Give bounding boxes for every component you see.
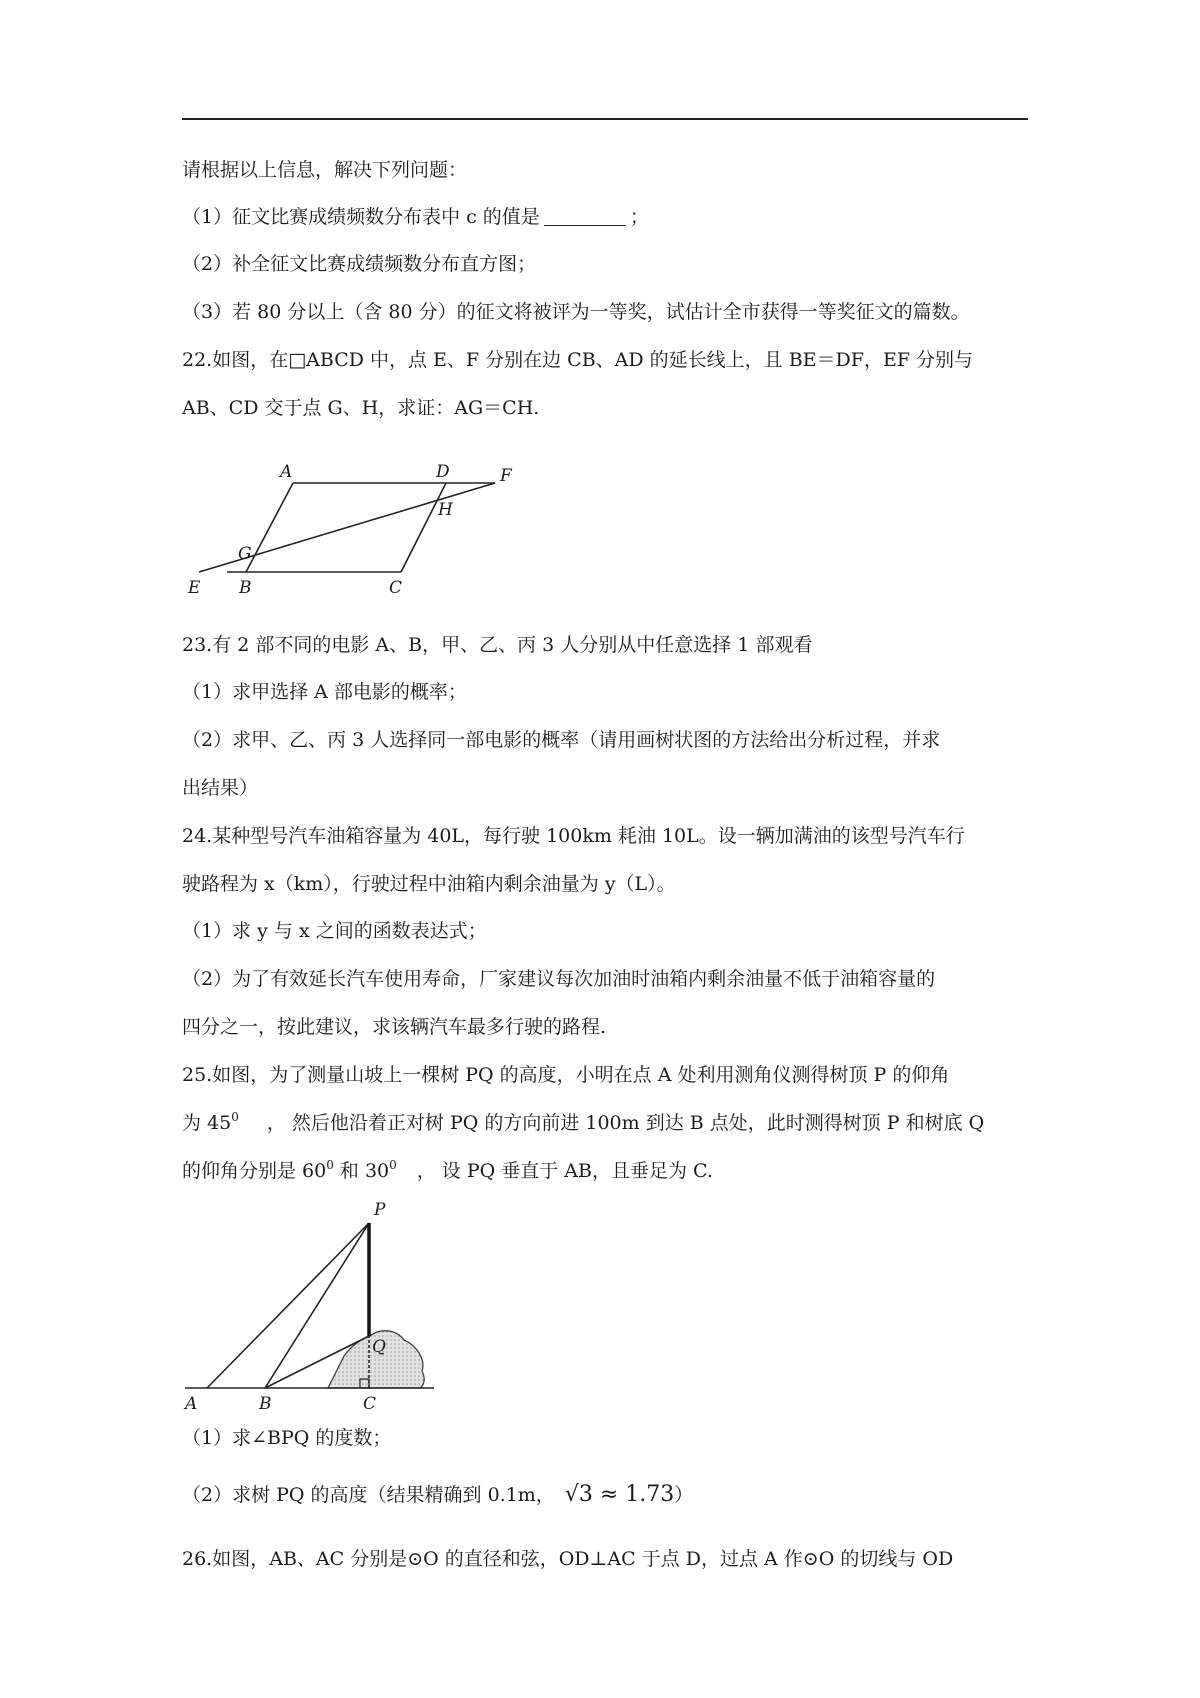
q25-line3-a: 的仰角分别是 60: [182, 1160, 327, 1182]
q25-part2-end: ）: [674, 1484, 694, 1506]
q24-line2: 驶路程为 x（km），行驶过程中油箱内剩余油量为 y（L）。: [182, 873, 676, 895]
figure-22-parallelogram: [182, 455, 522, 605]
degree-sup: 0: [389, 1158, 397, 1172]
q24-part2: （2）为了有效延长汽车使用寿命，厂家建议每次加油时油箱内剩余油量不低于油箱容量的: [182, 968, 936, 990]
segment-ab: [246, 483, 293, 572]
label-p: P: [374, 1200, 386, 1220]
q24-part2-cont: 四分之一，按此建议，求该辆汽车最多行驶的路程.: [182, 1016, 607, 1038]
label-b: B: [239, 578, 252, 598]
q21-part1-end: ；: [629, 206, 649, 228]
header-rule: [182, 118, 1028, 120]
q21-part1: [182, 204, 649, 230]
label-c: C: [389, 578, 403, 598]
degree-sup: 0: [231, 1110, 239, 1124]
q25-part1: （1）求∠BPQ 的度数；: [182, 1427, 392, 1449]
intro-line: 请根据以上信息，解决下列问题：: [182, 159, 468, 181]
figure-22-svg: [182, 455, 522, 605]
segment-cd: [401, 483, 446, 572]
q25-part2: [182, 1482, 693, 1508]
sqrt3-approx: √3 ≈ 1.73: [564, 1482, 675, 1507]
label-a: A: [185, 1394, 198, 1414]
degree-sup: 0: [326, 1158, 334, 1172]
q23-part2: （2）求甲、乙、丙 3 人选择同一部电影的概率（请用画树状图的方法给出分析过程，并求: [182, 729, 941, 751]
q25-line2-b: ， 然后他沿着正对树 PQ 的方向前进 100m 到达 B 点处，此时测得树顶 P 和树底 Q: [266, 1112, 985, 1134]
label-c: C: [363, 1394, 377, 1414]
q23-part1: （1）求甲选择 A 部电影的概率；: [182, 681, 467, 703]
q22-line2: AB、CD 交于点 G、H，求证：AG＝CH.: [182, 397, 540, 419]
q22-line1: 22.如图，在□ABCD 中，点 E、F 分别在边 CB、AD 的延长线上，且 BE＝DF，EF 分别与: [182, 349, 974, 371]
q25-line1: 25.如图，为了测量山坡上一棵树 PQ 的高度，小明在点 A 处利用测角仪测得树顶 P 的仰角: [182, 1064, 950, 1086]
q24-line1: 24.某种型号汽车油箱容量为 40L，每行驶 100km 耗油 10L。设一辆加满油的该型号汽车行: [182, 825, 965, 847]
figure-25-slope: [182, 1195, 452, 1425]
q21-part2: （2）补全征文比赛成绩频数分布直方图；: [182, 253, 537, 275]
q25-line2: [182, 1110, 984, 1138]
figure-25-svg: [182, 1195, 452, 1425]
label-e: E: [188, 578, 201, 598]
label-g: G: [238, 544, 252, 564]
q21-part3: （3）若 80 分以上（含 80 分）的征文将被评为一等奖，试估计全市获得一等奖征文的篇数。: [182, 301, 970, 323]
q25-line3-c: ， 设 PQ 垂直于 AB，且垂足为 C.: [416, 1160, 713, 1182]
label-b: B: [259, 1394, 272, 1414]
q25-line3-b: 和 30: [333, 1160, 390, 1182]
label-h: H: [438, 500, 453, 520]
label-q: Q: [372, 1337, 386, 1357]
q23-part2-cont: 出结果）: [182, 777, 259, 799]
label-f: F: [500, 466, 512, 486]
q24-part1: （1）求 y 与 x 之间的函数表达式；: [182, 920, 487, 942]
q26-line1: 26.如图，AB、AC 分别是⊙O 的直径和弦，OD⊥AC 于点 D，过点 A 作⊙O 的切线与 OD: [182, 1548, 954, 1570]
q25-line2-a: 为 45: [182, 1112, 232, 1134]
answer-blank: [544, 207, 626, 226]
label-a: A: [280, 462, 293, 482]
label-d: D: [436, 462, 450, 482]
q25-line3: [182, 1158, 713, 1186]
q23-line1: 23.有 2 部不同的电影 A、B，甲、乙、丙 3 人分别从中任意选择 1 部观看: [182, 634, 813, 656]
q25-part2-text: （2）求树 PQ 的高度（结果精确到 0.1m，: [182, 1484, 555, 1506]
q21-part1-text: （1）征文比赛成绩频数分布表中 c 的值是: [182, 206, 540, 228]
